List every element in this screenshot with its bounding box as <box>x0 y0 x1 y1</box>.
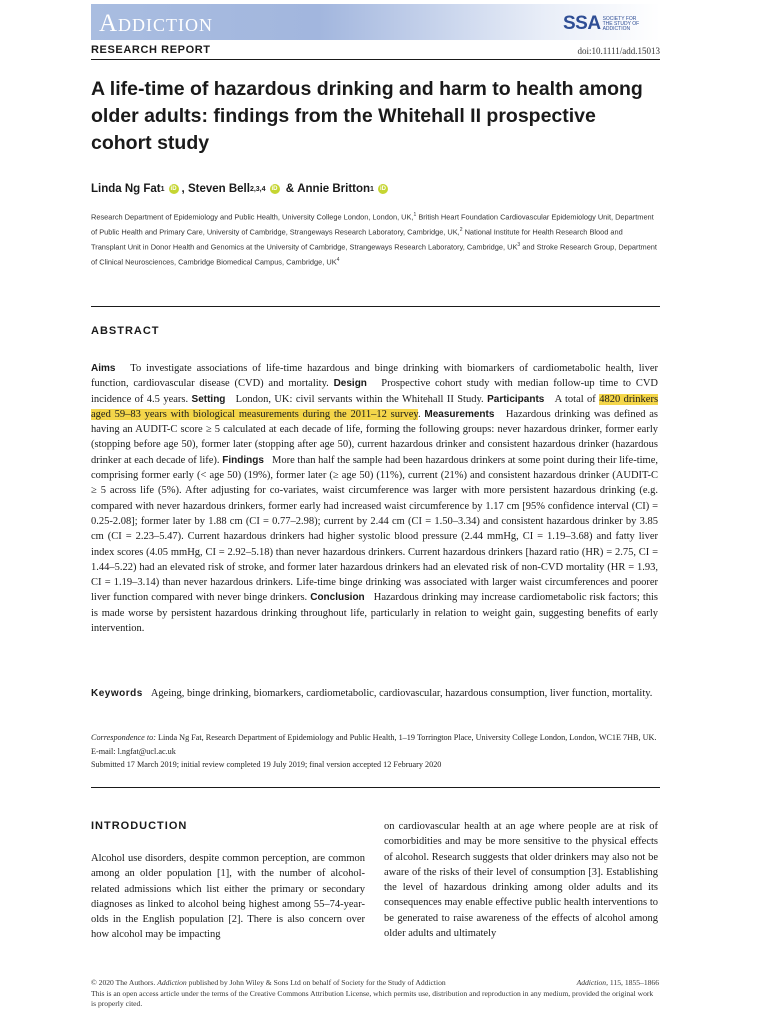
author-name: Linda Ng Fat <box>91 183 161 195</box>
page-footer <box>91 978 659 1010</box>
header-rule <box>91 59 660 60</box>
copyright-post: published by John Wiley & Sons Ltd on behalf of Society for the Study of Addiction <box>188 978 446 987</box>
abstract-top-rule <box>91 306 660 307</box>
abstract-label-design: Design <box>333 378 367 390</box>
author-separator: , <box>181 183 188 195</box>
publisher-text: SOCIETY FOR THE STUDY OF ADDICTION <box>602 15 640 32</box>
introduction-right-column: on cardiovascular health at an age where people are at risk of comorbidities and may be more sensitive to the physical effects of alcohol. Research suggests that older drinkers may also not be aware of the risks of their level of consumption [3]. Establishing the level of hazardous drinking among older adults and its consequences may enable effective public health interventions to be generated to raise awareness of the effects of alcohol among older adults and ultimately <box>384 821 658 940</box>
introduction-heading: INTRODUCTION <box>91 820 188 832</box>
abstract-participants-post: . <box>417 408 421 420</box>
introduction-section <box>91 820 659 960</box>
correspondence-label: Correspondence to: <box>91 733 156 742</box>
keywords-text: Ageing, binge drinking, biomarkers, cardiometabolic, cardiovascular, hazardous consumption, liver function, mortality. <box>150 688 653 699</box>
abstract-aims: To investigate associations of life-time hazardous and binge drinking with biomarkers of cardiometabolic health, liver function, cardiovascular disease (CVD) and mortality. <box>91 363 659 390</box>
license-text[interactable]: This is an open access article under the terms of the Creative Commons Attribution License, which permits use, distribution and reproduction in any medium, provided the original work is properly cited. <box>91 988 654 1009</box>
abstract-measurements: Hazardous drinking was defined as having an AUDIT-C score ≥ 5 calculated at each decade of life, forming the following groups: never hazardous drinker, former early (stopping before age 50), former later (stopping after age 50), current hazardous drinker and consistent hazardous drinker (hazardous drinker at each decade of life). <box>91 408 659 466</box>
intro-top-rule <box>91 787 660 788</box>
keywords-label: Keywords <box>91 688 143 699</box>
citation-volume: 115, <box>609 978 623 987</box>
author-affiliation-ref: 1 <box>160 185 165 193</box>
abstract-label-participants: Participants <box>487 393 545 405</box>
affiliation-number: 3 <box>517 242 521 249</box>
abstract-label-setting: Setting <box>191 393 226 405</box>
abstract-design: Prospective cohort study with median follow-up time to CVD incidence of 4.5 years. <box>91 378 659 405</box>
affiliation-text: National Institute for Health Research Blood and Transplant Unit in Donor Health and Genomics at the University of Cambridge, Strangeways Research Laboratory, Cambridge, UK <box>91 227 623 252</box>
doi[interactable]: doi:10.1111/add.15013 <box>577 46 660 56</box>
highlighted-text[interactable]: 4820 drinkers aged 59–83 years with biological measurements during the 2011–12 survey <box>91 393 659 420</box>
affiliation-text: British Heart Foundation Cardiovascular Epidemiology Unit, Department of Public Health and Primary Care, University of Cambridge, Strangeways Research Laboratory, Cambridge, UK, <box>91 212 654 237</box>
paper-title: A life-time of hazardous drinking and harm to health among older adults: findings from the Whitehall II prospective cohort study <box>91 78 643 154</box>
copyright-journal: Addiction <box>157 978 187 987</box>
affiliation-number: 2 <box>459 227 463 234</box>
affiliation-number: 1 <box>413 212 417 218</box>
affiliations <box>91 209 659 269</box>
copyright-pre: © 2020 The Authors. <box>91 978 156 987</box>
abstract-label-findings: Findings <box>222 454 264 466</box>
article-type: RESEARCH REPORT <box>91 44 211 56</box>
author-affiliation-ref: 2,3,4 <box>249 185 266 193</box>
author-name: Steven Bell <box>187 183 250 195</box>
abstract-label-conclusion: Conclusion <box>310 592 365 604</box>
author-list <box>91 183 391 195</box>
orcid-icon[interactable]: iD <box>271 186 278 192</box>
citation-pages: 1855–1866 <box>624 978 659 987</box>
author-separator: & <box>282 183 298 195</box>
abstract-findings: More than half the sample had been hazardous drinkers at some point during their life-time, comprising former early (< age 50) (19%), former later (≥ age 50) (11%), current (21%) and consistent hazardous drinker (AUDIT-C ≥ 5 across life (5%). After adjusting for co-variates, waist circumference was larger with more persistent hazardous drinking (e.g. compared with never hazardous drinkers, former early had increased waist circumference by 1.17 cm [95% confidence interval (CI) = 0.25-2.08]; former later by 1.88 cm (CI = 0.77–2.98); current by 2.44 cm (CI = 1.50–3.34) and consistent hazardous drinker by 3.85 cm (CI = 2.23–5.47). Current hazardous drinkers had higher systolic blood pressure (2.44 mmHg, CI = 1.19–3.68) and fatty liver index scores (4.05 mmHg, CI = 2.92–5.18) than never hazardous drinkers. Current hazardous drinkers [hazard ratio (HR) = 2.75, CI = 1.44–5.22) had an elevated risk of stroke, and former later hazardous drinkers had an elevated risk of non-CVD mortality (HR = 1.93, CI = 1.19–3.14) than never hazardous drinkers. Life-time binge drinking was associated with larger waist circumferences and poorer liver function compared with never binge drinkers. <box>91 454 658 604</box>
abstract-setting: London, UK: civil servants within the Whitehall II Study. <box>235 393 484 405</box>
abstract-label-aims: Aims <box>91 363 116 374</box>
orcid-icon[interactable]: iD <box>170 186 177 192</box>
introduction-left-column: Alcohol use disorders, despite common perception, are common among an older population [1], with the number of alcohol-related admissions which list either the primary or secondary diagnoses as linked to alcohol being highest among 55–74-year-olds in the English population [2]. There is also concern over how alcohol may be impacting <box>91 853 365 941</box>
publisher-logo <box>563 13 643 35</box>
affiliation-text: and Stroke Research Group, Department of Clinical Neurosciences, Cambridge Biomedical Campus, Cambridge, UK <box>91 242 657 267</box>
affiliation-number: 4 <box>336 257 340 264</box>
author-name: Annie Britton <box>297 183 371 195</box>
citation <box>577 978 659 989</box>
keywords <box>91 686 658 701</box>
copyright-line <box>91 978 446 989</box>
publisher-mark: SSA <box>563 13 601 34</box>
abstract-label-measurements: Measurements <box>424 408 495 420</box>
abstract-conclusion: Hazardous drinking may increase cardiometabolic risk factors; this is made worse by persistent hazardous drinking throughout life, particularly in relation to weight gain, suggesting benefits of early intervention. <box>91 592 658 635</box>
abstract-heading: ABSTRACT <box>91 325 160 337</box>
citation-journal: Addiction, <box>576 978 608 987</box>
submission-dates: Submitted 17 March 2019; initial review completed 19 July 2019; final version accepted 12 February 2020 <box>91 760 442 769</box>
correspondence-text: Linda Ng Fat, Research Department of Epidemiology and Public Health, 1–19 Torrington Place, University College London, London, WC1E 7HB, UK. E-mail: l.ngfat@ucl.ac.uk <box>91 733 657 756</box>
abstract-participants-pre: A total of <box>554 393 596 405</box>
author-affiliation-ref: 1 <box>370 185 374 193</box>
affiliation-text: Research Department of Epidemiology and Public Health, University College London, London, UK, <box>91 212 414 222</box>
orcid-icon[interactable]: iD <box>379 186 386 192</box>
journal-name: Addiction <box>99 10 214 37</box>
correspondence <box>91 731 659 772</box>
abstract-body <box>91 361 658 636</box>
